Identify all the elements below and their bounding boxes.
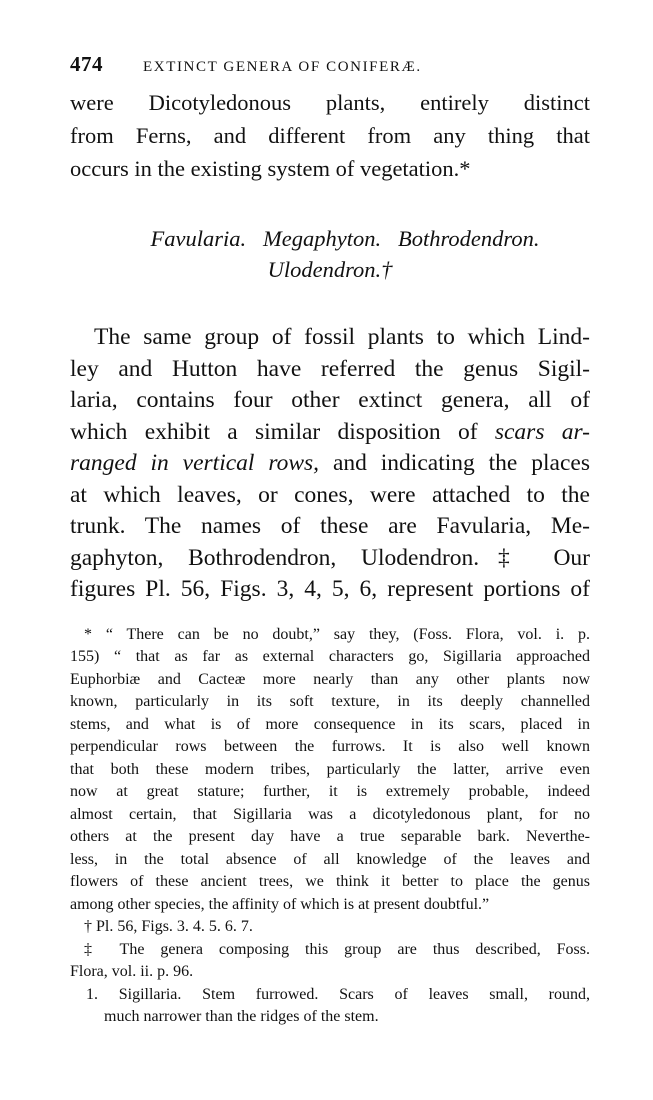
footnote-double-dagger <box>70 939 590 984</box>
section-heading <box>70 223 590 285</box>
footnote-dagger <box>70 916 590 939</box>
footnote-line: † Pl. 56, Figs. 3. 4. 5. 6. 7. <box>84 918 253 935</box>
footnote-line: 1. Sigillaria. Stem furrowed. Scars of leaves small, round, <box>86 985 590 1003</box>
text-line: figures Pl. 56, Figs. 3, 4, 5, 6, represent portions of <box>70 576 590 602</box>
text-run: and indicating the places <box>319 450 590 476</box>
footnote-line: flowers of these ancient trees, we think it better to place the genus <box>70 873 590 890</box>
footnote-line: now at great stature; further, it is extremely probable, indeed <box>70 783 590 800</box>
text-line: laria, contains four other extinct genera, all of <box>70 387 590 413</box>
footnote-line: others at the present day have a true separable bark. Neverthe- <box>70 828 590 845</box>
text-line: trunk. The names of these are Favularia, Me- <box>70 513 590 539</box>
running-head <box>70 52 590 84</box>
footnote-line: perpendicular rows between the furrows. It is also well known <box>70 738 590 755</box>
text-line <box>70 417 590 449</box>
main-paragraph <box>70 322 590 606</box>
footnote-line: less, in the total absence of all knowledge of the leaves and <box>70 850 590 868</box>
book-page <box>70 52 590 1029</box>
footnote-line: Flora, vol. ii. p. 96. <box>70 963 194 980</box>
section-heading-line: Favularia. Megaphyton. Bothrodendron. <box>150 226 540 251</box>
footnote-line: almost certain, that Sigillaria was a dicotyledonous plant, for no <box>70 805 590 823</box>
footnote-line: stems, and what is of more consequence in its scars, placed in <box>70 715 590 733</box>
footnote-line: that both these modern tribes, particularly the latter, arrive even <box>70 760 590 778</box>
text-run: which exhibit a similar disposition of <box>70 418 495 445</box>
footnote-line: ‡ The genera composing this group are thus described, Foss. <box>84 940 590 958</box>
footnote-line: known, particularly in its soft texture, in its deeply channelled <box>70 693 590 710</box>
footnotes <box>70 624 590 1029</box>
footnote-line: 155) “ that as far as external characters go, Sigillaria approached <box>70 648 590 665</box>
text-line: occurs in the existing system of vegetation.* <box>70 156 471 181</box>
text-line: The same group of fossil plants to which Lind- <box>94 324 590 350</box>
intro-paragraph <box>70 86 590 185</box>
section-heading-line: Ulodendron.† <box>267 257 393 282</box>
text-line: at which leaves, or cones, were attached to the <box>70 481 590 508</box>
text-line: were Dicotyledonous plants, entirely distinct <box>70 90 590 115</box>
footnote-line: Euphorbiæ and Cacteæ more nearly than any other plants now <box>70 670 590 688</box>
italic-run: scars ar- <box>494 418 590 445</box>
footnote-line: among other species, the affinity of which is at present doubtful.” <box>70 895 490 913</box>
text-line: from Ferns, and different from any thing that <box>70 123 590 148</box>
text-line: ley and Hutton have referred the genus Sigil- <box>70 355 590 382</box>
text-line <box>70 448 590 480</box>
footnote-list-item <box>70 984 590 1029</box>
running-title: EXTINCT GENERA OF CONIFERÆ. <box>143 59 422 75</box>
text-line: gaphyton, Bothrodendron, Ulodendron.‡ Our <box>70 544 590 571</box>
italic-run: ranged in vertical rows, <box>70 450 320 476</box>
page-number: 474 <box>70 52 103 76</box>
footnote-line: much narrower than the ridges of the stem. <box>104 1008 379 1025</box>
footnote-star <box>70 624 590 917</box>
footnote-line: * “ There can be no doubt,” say they, (Foss. Flora, vol. i. p. <box>84 625 590 643</box>
